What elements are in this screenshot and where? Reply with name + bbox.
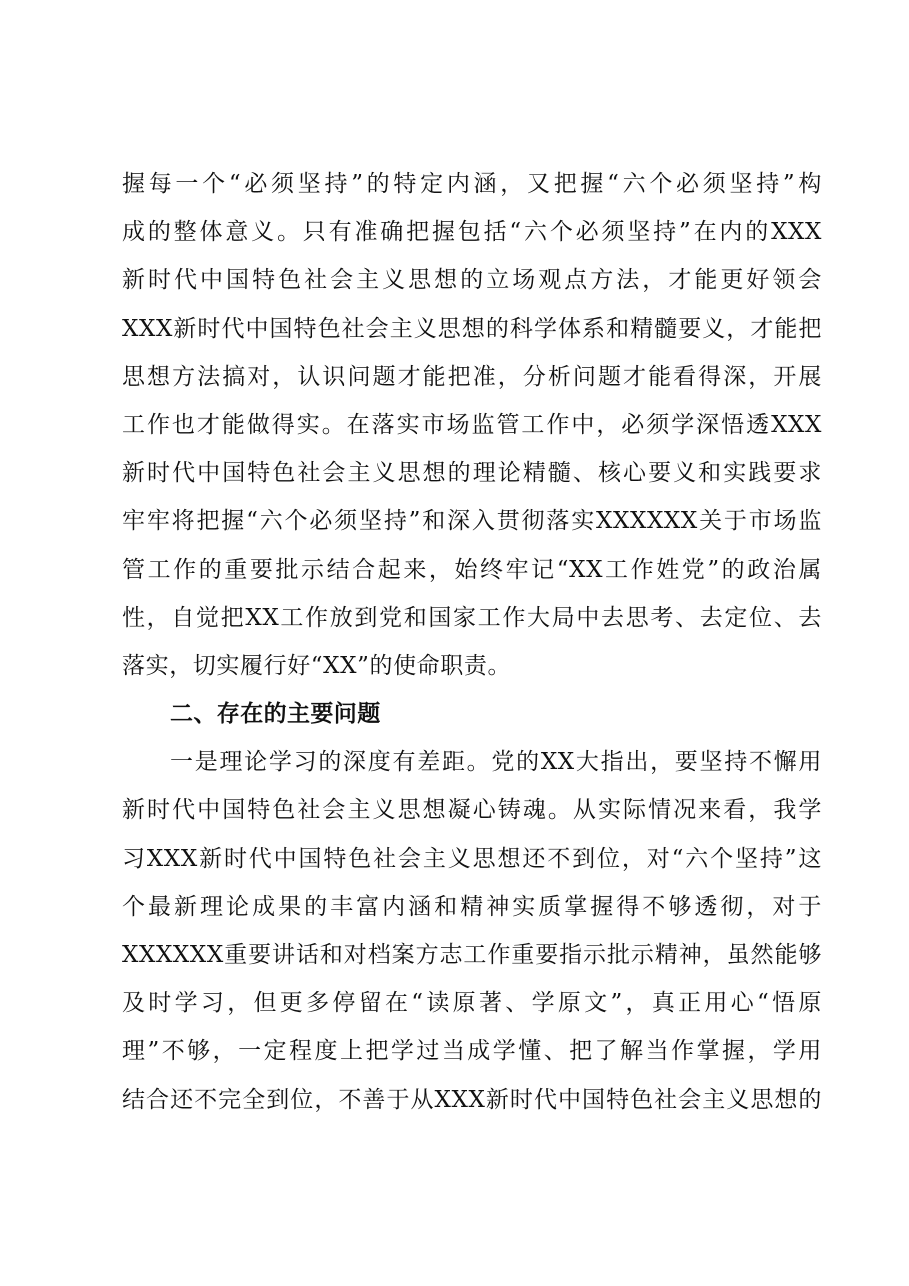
paragraph-line: 成的整体意义。只有准确把握包括“六个必须坚持”在内的XXX <box>122 219 822 246</box>
paragraph-line: 及时学习，但更多停留在“读原著、学原文”，真正用心“悟原 <box>122 990 822 1017</box>
paragraph-line: 握每一个“必须坚持”的特定内涵，又把握“六个必须坚持”构 <box>122 171 822 197</box>
section-heading: 二、存在的主要问题 <box>170 701 381 728</box>
paragraph-line: 一是理论学习的深度有差距。党的XX大指出，要坚持不懈用 <box>170 749 822 776</box>
paragraph-line: 新时代中国特色社会主义思想的理论精髓、核心要义和实践要求 <box>122 460 822 487</box>
paragraph-line: 理”不够，一定程度上把学过当成学懂、把了解当作掌握，学用 <box>122 1038 822 1065</box>
paragraph-line: 落实，切实履行好“XX”的使命职责。 <box>122 652 512 679</box>
paragraph-line: 个最新理论成果的丰富内涵和精神实质掌握得不够透彻，对于 <box>122 893 822 920</box>
paragraph-line: 牢牢将把握“六个必须坚持”和深入贯彻落实XXXXXX关于市场监 <box>122 508 822 535</box>
paragraph-line: 管工作的重要批示结合起来，始终牢记“XX工作姓党”的政治属 <box>122 556 822 583</box>
paragraph-line: 工作也才能做得实。在落实市场监管工作中，必须学深悟透XXX <box>122 411 822 438</box>
paragraph-line: 性，自觉把XX工作放到党和国家工作大局中去思考、去定位、去 <box>122 604 822 631</box>
paragraph-line: 习XXX新时代中国特色社会主义思想还不到位，对“六个坚持”这 <box>122 845 822 872</box>
paragraph-line: 新时代中国特色社会主义思想凝心铸魂。从实际情况来看，我学 <box>122 797 822 824</box>
paragraph-line: 结合还不完全到位，不善于从XXX新时代中国特色社会主义思想的 <box>122 1086 822 1113</box>
document-body <box>122 160 822 1124</box>
paragraph-line: XXX新时代中国特色社会主义思想的科学体系和精髓要义，才能把 <box>122 315 822 342</box>
paragraph-line: XXXXXX重要讲话和对档案方志工作重要指示批示精神，虽然能够 <box>122 942 822 968</box>
paragraph-line: 思想方法搞对，认识问题才能把准，分析问题才能看得深，开展 <box>122 363 822 390</box>
paragraph-line: 新时代中国特色社会主义思想的立场观点方法，才能更好领会 <box>122 267 822 294</box>
